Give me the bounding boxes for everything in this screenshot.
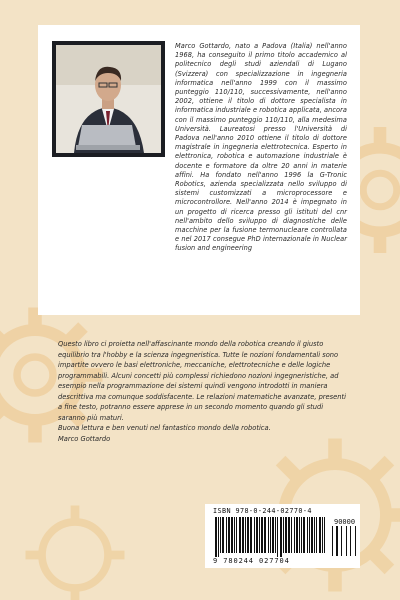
closing-line: Buona lettura e ben venuti nel fantastico mondo della robotica. [58,424,271,432]
barcode-digits: 9 780244 027704 [213,557,290,565]
author-signature: Marco Gottardo [58,434,111,443]
addon-barcode [332,526,356,558]
author-portrait-image [52,41,165,157]
isbn-label: ISBN 978-0-244-02770-4 [213,507,312,515]
ean-barcode [215,517,327,557]
price-code: 90000 [334,518,356,526]
author-photo [52,41,165,157]
author-biography: Marco Gottardo, nato a Padova (Italia) nell'anno 1968, ha conseguito il primo titolo accademico al politecnico degli studi aziendali di Lugano (Svizzera) con specializzazione in ingegneria informatica nell'anno 1999 con il massimo punteggio 110/110, successivamente, nell'anno 2002, ottiene il titolo di dottore specialista in informatica industriale e robotica applicata, ancora con il massimo punteggio 110/110, alla medesima Università. Laureatosi presso l'Università di Padova nell'anno 2010 ottiene il titolo di dottore magistrale in ingegneria elettrotecnica. Esperto in elettronica, robotica e automazione industriale è docente e formatore da oltre 20 anni in materie affini. Ha fondato nell'anno 1996 la G-Tronic Robotics, azienda specializzata nello sviluppo di sistemi customizzati a microprocessore e microcontrollore. Nell'anno 2014 è impegnato in un progetto di ricerca presso gli istituti del cnr nell'ambito dello sviluppo di diagnostiche delle macchine per la fusione termonucleare controllata e nel 2017 consegue PhD internazionale in Nuclear fusion and engineering [175,42,347,253]
gear-watermark-lower-left [20,500,130,600]
isbn-barcode-box [205,504,360,568]
description-paragraph: Questo libro ci proietta nell'affascinante mondo della robotica creando il giusto equilibrio tra l'hobby e la scienza ingegneristica. Tutte le nozioni fondamentali sono impartite ovvero le basi elettroniche, meccaniche, elettrotecniche e delle logiche programmabili. Alcuni concetti più complessi richiedono nozioni ingegneristiche, ad esempio nella programmazione dei sistemi quindi vengono introdotti in maniera descrittiva ma comunque soddisfacente. Le relazioni matematiche avanzate, presenti a fine testo, potranno essere apprese in un secondo momento quando gli studi saranno più maturi. [58,340,346,422]
book-description [58,339,348,444]
